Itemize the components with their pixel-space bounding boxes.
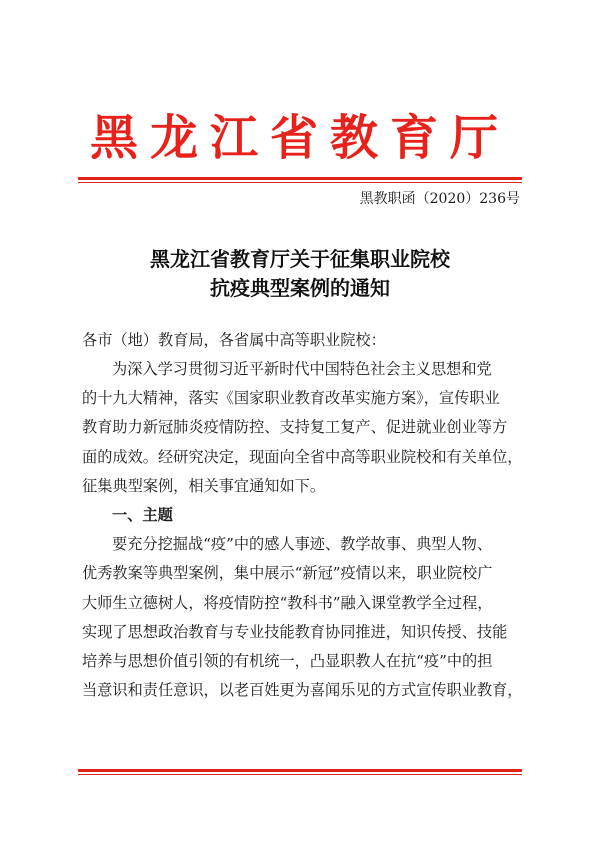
red-divider-top-thin xyxy=(78,182,522,183)
red-divider-bottom-thin xyxy=(78,774,522,775)
document-title-line-2: 抗疫典型案例的通知 xyxy=(210,276,390,300)
body-line: 教育助力新冠肺炎疫情防控、支持复工复产、促进就业创业等方 xyxy=(82,418,508,437)
document-title-line-1: 黑龙江省教育厅关于征集职业院校 xyxy=(150,247,450,271)
section-heading: 一、主题 xyxy=(112,505,173,524)
body-line: 实现了思想政治教育与专业技能教育协同推进，知识传授、技能 xyxy=(82,622,508,641)
red-divider-top xyxy=(78,177,522,180)
body-line: 优秀教案等典型案例，集中展示“新冠”疫情以来，职业院校广 xyxy=(82,564,493,583)
body-line: 面的成效。经研究决定，现面向全省中高等职业院校和有关单位， xyxy=(82,447,523,466)
body-line: 当意识和责任意识，以老百姓更为喜闻乐见的方式宣传职业教育， xyxy=(82,681,523,700)
body-line: 征集典型案例，相关事宜通知如下。 xyxy=(82,476,325,495)
body-line: 的十九大精神，落实《国家职业教育改革实施方案》，宣传职业 xyxy=(82,389,500,408)
body-text xyxy=(82,355,522,705)
masthead-title: 黑龙江省教育厅 xyxy=(89,110,510,166)
document-number: 黑教职函（2020）236号 xyxy=(359,191,520,207)
salutation: 各市（地）教育局，各省属中高等职业院校： xyxy=(82,331,386,349)
body-line: 为深入学习贯彻习近平新时代中国特色社会主义思想和党 xyxy=(112,360,492,378)
red-divider-bottom xyxy=(78,769,522,772)
body-line: 大师生立德树人，将疫情防控“教科书”融入课堂教学全过程， xyxy=(82,593,493,612)
body-line: 要充分挖掘战“疫”中的感人事迹、教学故事、典型人物、 xyxy=(112,535,493,554)
body-line: 培养与思想价值引领的有机统一，凸显职教人在抗“疫”中的担 xyxy=(82,651,493,670)
